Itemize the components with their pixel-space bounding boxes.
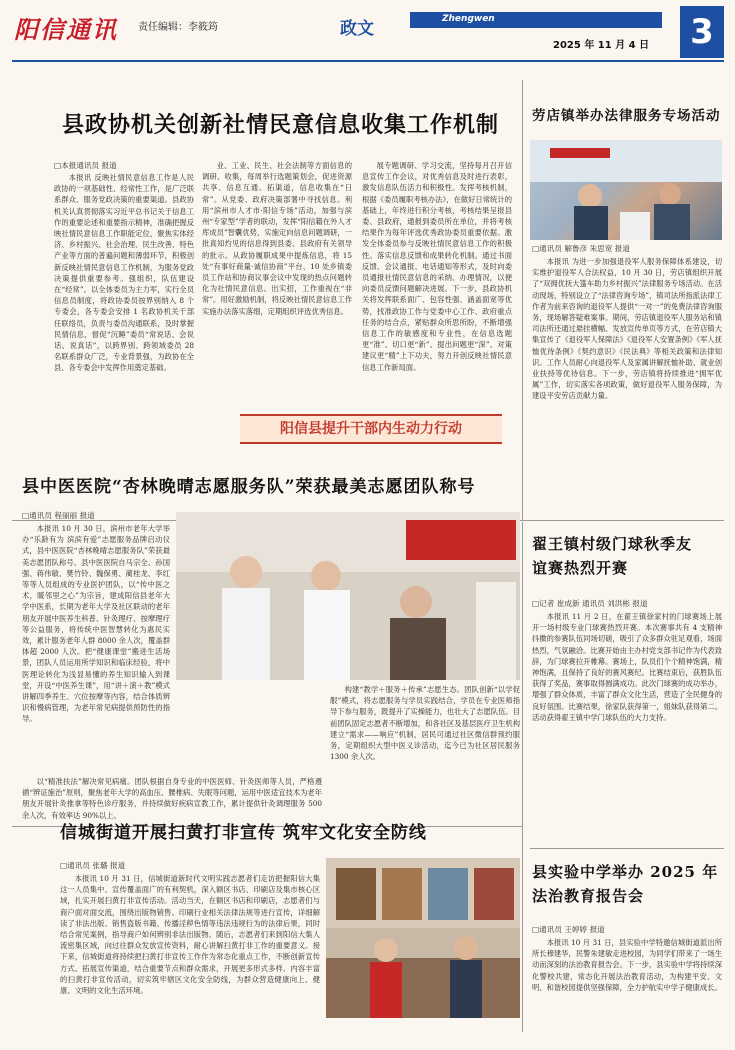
article1-byline — [54, 160, 194, 172]
article3-headline: 县中医医院“杏林晚晴志愿服务队”荣获最美志愿团队称号 — [22, 477, 476, 497]
article4-headline: 翟王镇村级门球秋季友谊赛热烈开赛 — [532, 535, 693, 577]
page-number: 3 — [680, 6, 724, 58]
legal-service-photo-illustration — [530, 140, 722, 240]
article2-photo — [530, 140, 722, 240]
article4-byline-text: □记者 崔成新 通讯员 刘洪彬 报道 — [532, 599, 648, 608]
banner — [240, 414, 502, 444]
article2-headline: 劳店镇举办法律服务专场活动 — [532, 108, 721, 124]
section-pinyin: Zhengwen — [442, 14, 495, 24]
article1-col3: 展专题调研、学习交流，坚持每月召开信息宣传工作会议，对优秀信息及时进行表彰，激发信息队伍活力和积极性。发挥考核机制，根据《委员履职考核办法》，在做好日常统计的基础上，年终进行积分考核，考核结果呈报县委、县政府，通报到委员所在单位，并将考核结果作为每年评选优秀政协委员重要依据。激发全体委员参与反映社情民意信息工作的积极性。落实信息反馈和成果转化机制。通过书面反馈、会议通报、电话通知等形式，及时向委员通报社情民意信息的采纳、办理情况，以便向委员反馈问题解决进展。下一步，县政协机关将发挥联系面广、包容性强、涵盖面宽等优势，找准政协工作与党委中心工作、政府重点任务的结合点，紧贴群众所思所盼，不断增强信息工作的敏感度和专业性，在信息选题更“准”、切口更“新”、提出问题更“深”、对策建议更“精”上下功夫，努力开创反映社情民意信息工作新局面。 — [362, 161, 512, 372]
editor-credit: 责任编辑：李筱筠 — [138, 22, 218, 33]
article5-headline: 信城街道开展扫黄打非宣传 筑牢文化安全防线 — [60, 823, 427, 843]
banner-text: 阳信县提升干部内生动力行动 — [280, 421, 462, 437]
article6-body: 本报讯 10 月 31 日，县实验中学特邀信城街道派出所所长穆建华，民警朱建敏走进校园，为同学们带来了一场生动而深刻的法治教育报告会。下一步，县实验中学将持续深化警校共建，常态化开展法治教育活动，为构建平安、文明、和谐校园提供坚强保障，全力护航实中学子健康成长。 — [532, 938, 722, 992]
article2-byline-text: □通讯员 解鲁彦 朱思宽 报道 — [532, 244, 630, 253]
article5-byline — [60, 860, 270, 872]
article3-byline — [22, 510, 172, 522]
article4-body: 本报讯 11 月 2 日，在翟王镇徐家村的门球赛场上展开一场村级专业门球赛热烈开赛。本次赛事共有 4 支精神抖擞的参赛队伍同场切磋，吸引了众多群众驻足观看，场面热烈，气氛融洽。比赛开始由主办村党支部书记作为代表致辞，为门球赛拉开帷幕。赛场上，队员们个个精神饱满，精神饱满，且保持了良好的赛风赛纪。比赛结束后，获胜队伍获得了奖品，赛事取得圆满成功。此次门球赛的成功举办，增强了群众体质，丰富了群众文化生活，营造了全民健身的良好氛围。比赛结果，徐家队获得第一，姐妹队获得第二。活动获得翟王镇中学门球队伍的大力支持。 — [532, 612, 722, 722]
article3-photo — [176, 512, 520, 680]
article5-body: 本报讯 10 月 31 日，信城街道新时代文明实践志愿者们走访把握阳信大集这一人员集中、宣传覆盖面广的有利契机，深入额区书店、印刷店及集市核心区域，扎实开展扫黄打非宣传活动。活动当天，在额区书店和印刷店，志愿者们与商户面对面交流，围绕出版物销售、印刷行业相关法律法规等进行宣传，详细解读了非法出版、销售盗版书籍、传播淫秽色情等违法违规行为的法律后果，同时结合常见案例，指导商户如何辨别非法出版物。随后，志愿者们来到阳信大集人流密集区域，向过往群众发放宣传资料，耐心讲解扫黄打非工作的重要意义。接下来，信城街道将持续把扫黄打非宣传工作作为常态化重点工作，不断创新宣传方式、拓展宣传渠道，结合重要节点和群众需求，开展更多形式多样、内容丰富的扫黄打非宣传活动，切实筑牢辖区文化安全防线，为群众营造健康向上、健康、文明的文化生活环境。 — [60, 874, 320, 996]
article2-body: 本报讯 为进一步加强退役军人服务保障体系建设，切实维护退役军人合法权益，10 月 30 日，劳店镇组织开展了“双拥优抚大篷车助力乡村振兴”法律服务专场活动。在活动现场，特别设立了“法律咨询专场”，镇司法所指派法律工作者为前来咨询的退役军人提供“一对一”的免费法律咨询服务，现场解答疑难案事。期间，劳店镇退役军人服务站和镇司法所还通过悬挂横幅、发放宣传单页等方式，在劳店镇大集宣传了《退役军人保障法》《退役军人安置条例》《军人抚恤优待条例》《契约意识》《民法典》等相关政策和法律知识。工作人员耐心向退役军人及家属讲解抚恤补助、就业创业扶持等优待信息。下一步，劳店镇将持续推进“拥军优属”工作，切实落实各项政策，做好退役军人服务保障，为建设平安劳店贡献力量。 — [532, 257, 722, 401]
article1-byline-text: □本报通讯员 报道 — [54, 161, 117, 170]
article6-headline: 县实验中学举办 2025 年法治教育报告会 — [532, 863, 719, 905]
divider-right-column-2 — [522, 522, 523, 1032]
article3-col1: 本报讯 10 月 30 日，滨州市老年大学举办“乐龄有为 滨滨有爱”志愿服务品牌启动仪式，县中医医院“杏林晚晴志愿服务队”荣获最美志愿团队称号。县中医医院自马宗全、孙国强、蒋伟敏、樊竹铃、魏保勇、蔺桂龙、李红等等人员组成的专业医护团队，以“传中医之术，暖邻里之心”为宗旨，建成阳信县老年大学中医系，长期为老年大学及社区联动的老年朋友开展中医养生科普、针灸理疗、按摩理疗等公益服务，将传统中医智慧转化为惠民实效，累计服务老年人群 8000 余人次，覆盖群体超 2000 人次。把“健康课堂”搬进生活场景，团队人员运用所学知识和临床经验，将中医理论转化为浅显易懂的养生知识输入到课堂，开设“中医养生课”，用“讲＋演＋教”模式讲解四季养生、穴位按摩等内容，结合体质辨识和慢病管理，为老年常见病提供预防性的指导。 — [22, 524, 170, 724]
volunteer-service-photo-illustration — [176, 512, 520, 680]
article1-col2: 业、工业、民生、社会法制等方面信息的调研、收集，每周举行选题策划会，促进资源共享、信息互通。拓渠道，信息收集在“日常”。从党委、政府决策部署中寻找信息。利用“滨州市人才市·阳信专场”活动，加强与滨州“专家型”学者的联动，发挥“阳信籍在外人才库成员”智囊优势，实施定向信息问题调研，一批真知灼见的信息得到县委、县政府有关领导的批示。从政协履职成果中提炼信息，将 15 处“有事好商量·诚信协商”平台、10 处乡镇委员工作站和协商议事会议中发现的热点问题转化为社情民意信息。出实招，工作重视在“非常”。用好激励机制，将反映社情民意信息工作实施办法落实落细，定期组织评选优秀信息。 — [202, 161, 352, 316]
masthead-rule — [12, 60, 724, 62]
divider-right-column — [522, 80, 523, 520]
article3-byline-text: □通讯员 程丽丽 报道 — [22, 511, 95, 520]
masthead — [0, 0, 735, 74]
section-band — [410, 12, 662, 28]
article5-byline-text: □通讯员 张璐 报道 — [60, 861, 126, 870]
article1-headline: 县政协机关创新社情民意信息收集工作机制 — [62, 112, 500, 138]
article3-col2: 以“精准扶法”解决常见病痛。团队根据自身专业的中医医师、针灸医师等人员，严格遵循“辨证施治”原则，聚焦老年大学的高血压、腰椎病、失眠等问题，运用中医适宜技术为老年朋友开展针灸推拿等特色诊疗服务，并持续做好疾病宣教工作，累计提供针灸调理服务 500 余人次，有效率达 90%以上。 — [22, 777, 322, 820]
issue-date: 2025 年 11 月 4 日 — [553, 40, 650, 51]
article6-byline-text: □通讯员 王婷婷 报道 — [532, 925, 605, 934]
paper-name-logo: 阳信通讯 — [14, 15, 118, 44]
divider-right-bottom — [530, 848, 724, 849]
article6-byline — [532, 924, 722, 936]
article4-byline — [532, 598, 722, 610]
article2-byline — [532, 243, 722, 255]
article1-col1: 本报讯 反映社情民意信息工作是人民政协的一项基础性、经常性工作，是广泛联系群众、服务党政决策的重要渠道。县政协机关认真贯彻落实习近平总书记关于信息工作的重要论述和重要指示精神，准确把握反映社情民意信息工作职能定位，聚焦实体经济、乡村振兴、社会治理、民生改善、特色产业等方面的普遍问题和薄弱环节，积极创新反映社情民意信息工作机制，为服务党政决策提供重要参考。强组织，队伍建设在“经常”。以全体委员为主力军，实行全员信息员制度，将政协委员按界别纳入 8 个专委会，各专委会安排 1 名政协机关干部任联络员，负责与委员沟通联系，及时掌握民情信息，督促“沉睡”委员“常说话、会说话、说真话”，以跨界别、跨领域委员 28 名联系群众广泛，专业背景强，为政协在全县、各专委会中发挥作用奠定基础。 — [54, 173, 194, 373]
section-title: 政文 — [340, 19, 374, 39]
article5-photo — [326, 858, 520, 1018]
article3-col3: 构建“教学＋服务＋传承”志愿生态。团队创新“以学促服”模式，将志愿服务与学员实践结合，学员在专业医师指导下参与服务，既提升了实操能力，也壮大了志愿队伍。目前团队固定志愿者不断增加，和各社区及基层医疗卫生机构建立“需求——响应”机制，居民可通过社区微信群预约服务，定期组织大型中医义诊活动，迄今已为社区居民服务 1300 余人次。 — [330, 685, 520, 762]
bookstore-photo-illustration — [326, 858, 520, 1018]
